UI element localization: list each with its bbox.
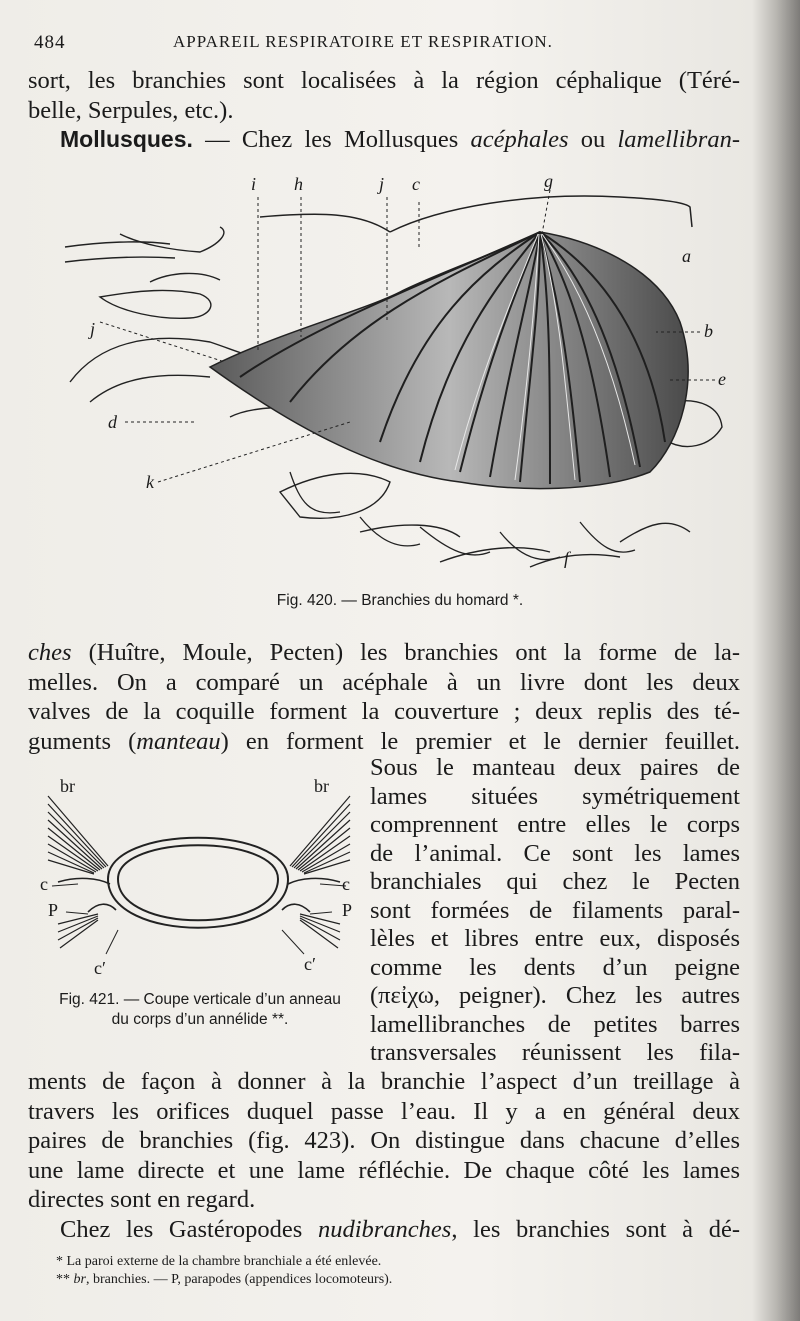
text-run: ) en forment le premier et le dernier feuillet. bbox=[220, 727, 740, 755]
footnote bbox=[56, 1271, 756, 1289]
text-line: (πεἰχω, peigner). Chez les autres bbox=[370, 982, 740, 1009]
figure-label: i bbox=[251, 174, 257, 194]
carapace-outline bbox=[260, 196, 692, 232]
text-run: Chez les Gastéropodes bbox=[60, 1215, 318, 1243]
text-run: ou bbox=[568, 126, 618, 153]
figure-421-caption bbox=[30, 990, 370, 1030]
running-title: APPAREIL RESPIRATOIRE ET RESPIRATION. bbox=[173, 32, 553, 51]
text-line: comprennent entre elles le corps bbox=[370, 811, 740, 838]
figure-label: e bbox=[718, 369, 726, 389]
figure-label: c bbox=[412, 174, 420, 194]
text-line: paires de branchies (fig. 423). On distingue dans chacune d’elles bbox=[28, 1127, 740, 1154]
text-line: comme les dents d’un peigne bbox=[370, 953, 740, 981]
text-run: ** bbox=[56, 1272, 74, 1287]
figure-label: g bbox=[544, 172, 553, 191]
caption-line: du corps d’un annélide **. bbox=[111, 1011, 289, 1028]
text-line: melles. On a comparé un acéphale à un livre dont les deux bbox=[28, 668, 740, 696]
figure-label: b bbox=[704, 321, 713, 341]
text-line bbox=[28, 125, 740, 155]
text-line: branchiales qui chez le Pecten bbox=[370, 868, 740, 895]
italic-term: br bbox=[73, 1272, 86, 1287]
text-line bbox=[28, 1215, 740, 1245]
text-line: directes sont en regard. bbox=[28, 1186, 256, 1213]
figure-label: br bbox=[314, 776, 329, 796]
italic-term: acéphales bbox=[470, 126, 569, 153]
text-line: sort, les branchies sont localisées à la région céphalique (Téré- bbox=[28, 67, 740, 94]
gill-mass bbox=[210, 232, 688, 489]
figure-label: k bbox=[146, 472, 154, 492]
text-line: lèles et libres entre eux, disposés bbox=[370, 925, 740, 952]
text-line: sont formées de filaments paral- bbox=[370, 896, 740, 924]
figure-label: br bbox=[60, 776, 75, 796]
text-line: ments de façon à donner à la branchie l’aspect d’un treillage à bbox=[28, 1068, 740, 1095]
text-run: , les branchies sont à dé- bbox=[451, 1215, 740, 1243]
paragraph-3 bbox=[28, 1067, 740, 1244]
text-line bbox=[28, 638, 740, 668]
figure-label: j bbox=[90, 319, 96, 339]
text-line: une lame directe et une lame réfléchie. De chaque côté les lames bbox=[28, 1156, 740, 1184]
figure-label: P bbox=[342, 900, 353, 920]
italic-term: nudibranches bbox=[317, 1215, 452, 1243]
text-run: — Chez les Mollusques bbox=[192, 126, 471, 153]
text-run: guments ( bbox=[28, 727, 137, 755]
page-number: 484 bbox=[34, 32, 66, 53]
text-line: travers les orifices duquel passe l’eau. Il y a en général deux bbox=[28, 1097, 740, 1125]
footnote: * La paroi externe de la chambre branchiale a été enlevée. bbox=[56, 1254, 382, 1269]
figure-420-lobster-gills bbox=[60, 172, 750, 584]
figure-421-annelid-section bbox=[38, 774, 360, 986]
text-line: valves de la coquille forment la couverture ; deux replis des té- bbox=[28, 698, 740, 725]
figure-label: a bbox=[682, 246, 691, 266]
figure-label: f bbox=[564, 548, 570, 568]
figure-label: c bbox=[342, 874, 350, 894]
figure-label: c′ bbox=[304, 954, 316, 974]
section-heading: Mollusques. bbox=[60, 126, 193, 152]
caption-line: Fig. 421. — Coupe verticale d’un anneau bbox=[59, 991, 341, 1008]
figure-label: P bbox=[48, 900, 59, 920]
italic-term: lamellibran- bbox=[617, 126, 740, 153]
text-line: de l’animal. Ce sont les lames bbox=[370, 839, 740, 867]
figure-label: c′ bbox=[94, 958, 106, 978]
right-column-text bbox=[370, 754, 740, 1068]
paragraph-1 bbox=[28, 66, 740, 155]
gill-fans bbox=[48, 796, 353, 948]
footnotes bbox=[56, 1253, 756, 1289]
parapodia bbox=[58, 878, 340, 912]
text-run: (Huître, Moule, Pecten) les branchies ont la forme de la- bbox=[71, 639, 740, 666]
text-run: , branchies. — P, parapodes (appendices locomoteurs). bbox=[85, 1272, 393, 1287]
figure-label: d bbox=[108, 412, 117, 432]
text-line: lames situées symétriquement bbox=[370, 782, 740, 810]
figure-label: h bbox=[294, 174, 303, 194]
paragraph-2 bbox=[28, 638, 740, 756]
text-line bbox=[28, 727, 740, 757]
figure-label: c bbox=[40, 874, 48, 894]
text-line: belle, Serpules, etc.). bbox=[28, 96, 234, 124]
figure-label: j bbox=[379, 174, 385, 194]
text-line: lamellibranches de petites barres bbox=[370, 1010, 740, 1038]
text-line: Sous le manteau deux paires de bbox=[370, 754, 740, 781]
text-line: transversales réunissent les fila- bbox=[370, 1039, 740, 1066]
figure-420-caption: Fig. 420. — Branchies du homard *. bbox=[276, 592, 524, 609]
body-ring bbox=[108, 838, 288, 928]
italic-term: manteau bbox=[136, 727, 221, 755]
italic-term: ches bbox=[28, 639, 72, 666]
